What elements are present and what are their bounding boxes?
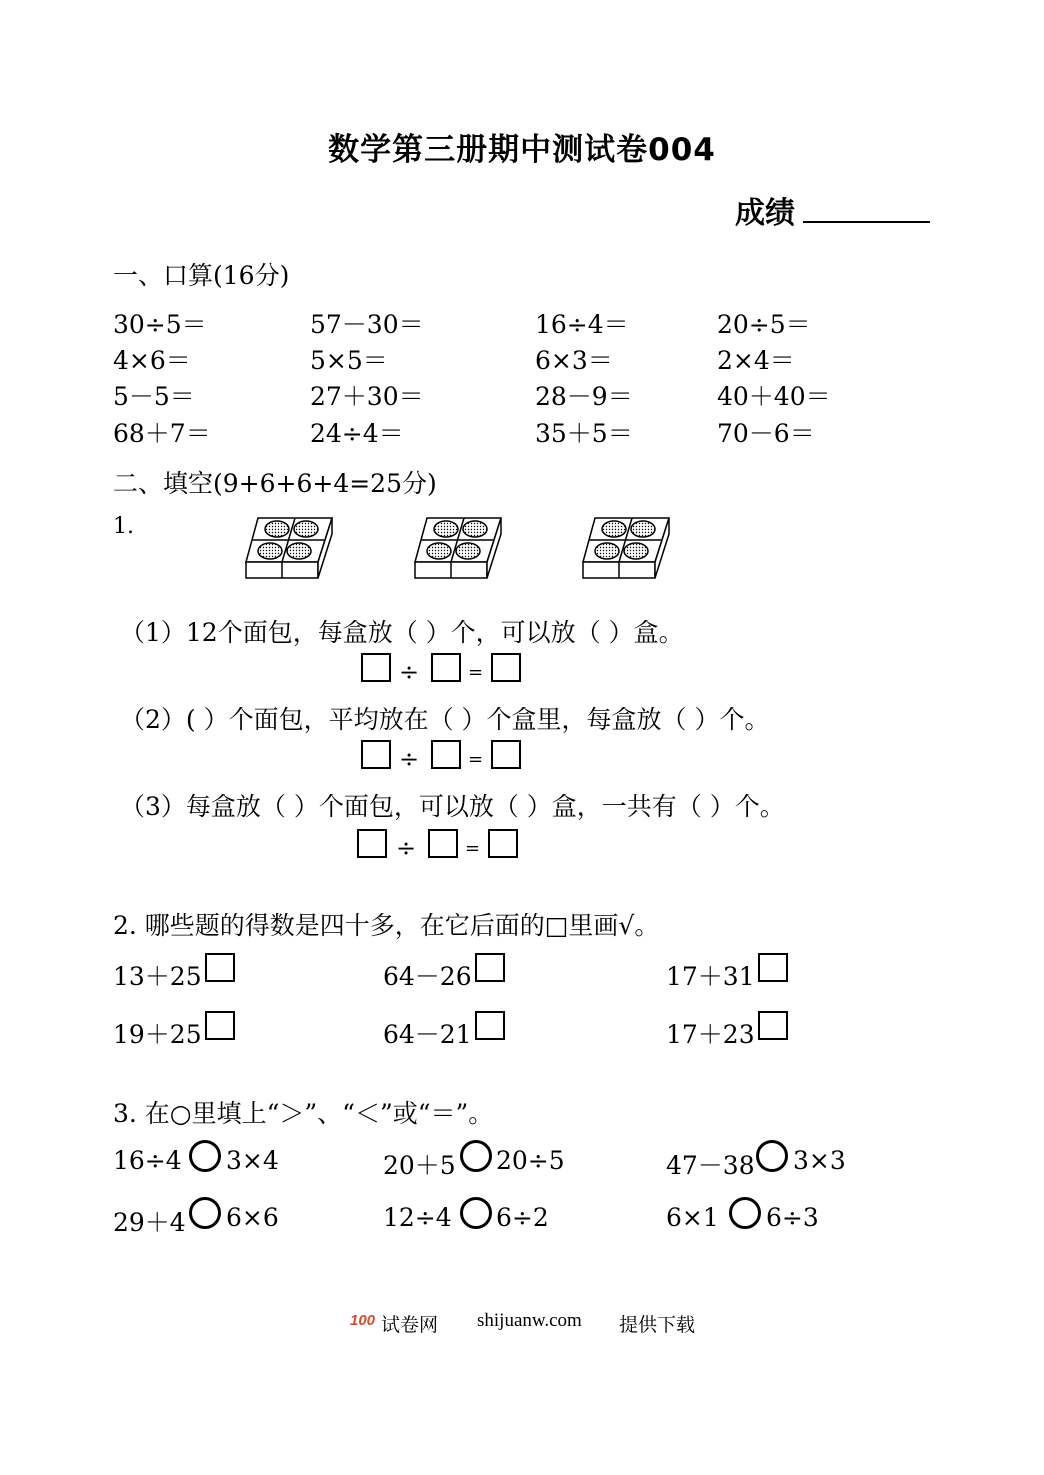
compare-circle[interactable]: [189, 1197, 221, 1229]
answer-box[interactable]: [491, 653, 521, 682]
q3-right-expression: 3×4: [226, 1146, 279, 1175]
checkbox[interactable]: [205, 1011, 235, 1040]
checkbox[interactable]: [475, 1011, 505, 1040]
q2-expression: 64－26: [383, 962, 472, 991]
score-blank[interactable]: [803, 221, 930, 223]
answer-box[interactable]: [357, 829, 387, 858]
answer-box[interactable]: [431, 740, 461, 769]
question3-prompt: 3. 在○里填上“＞”、“＜”或“＝”。: [113, 1099, 494, 1128]
compare-circle[interactable]: [756, 1140, 788, 1172]
q3-right-expression: 6÷3: [766, 1203, 819, 1232]
section1-heading: 一、口算(16分): [113, 261, 290, 290]
q3-right-expression: 6×6: [226, 1203, 279, 1232]
divide-sign: ÷: [399, 745, 420, 773]
compare-circle[interactable]: [460, 1197, 492, 1229]
q3-left-expression: 20＋5: [383, 1151, 456, 1180]
mental-math-problem: 6×3＝: [535, 346, 613, 375]
checkbox[interactable]: [758, 1011, 788, 1040]
fill-question-part1: （1）12个面包，每盒放（ ）个，可以放（ ）盒。: [120, 618, 684, 647]
answer-box[interactable]: [491, 740, 521, 769]
question2-prompt: 2. 哪些题的得数是四十多，在它后面的□里画√。: [113, 911, 660, 940]
q3-left-expression: 6×1: [666, 1203, 719, 1232]
compare-circle[interactable]: [189, 1140, 221, 1172]
section2-heading: 二、填空(9+6+6+4=25分): [113, 469, 437, 498]
mental-math-problem: 24÷4＝: [310, 419, 404, 448]
mental-math-problem: 68＋7＝: [113, 419, 211, 448]
site-logo: 100: [350, 1312, 376, 1329]
mental-math-problem: 20÷5＝: [717, 310, 811, 339]
compare-circle[interactable]: [460, 1140, 492, 1172]
q2-expression: 19＋25: [113, 1020, 202, 1049]
answer-box[interactable]: [431, 653, 461, 682]
mental-math-problem: 70－6＝: [717, 419, 815, 448]
equals-sign: =: [468, 749, 484, 770]
q3-left-expression: 16÷4: [113, 1146, 182, 1175]
bread-box-illustration: [581, 516, 671, 582]
q2-expression: 13＋25: [113, 962, 202, 991]
mental-math-problem: 5－5＝: [113, 382, 195, 411]
site-url[interactable]: shijuanw.com: [477, 1310, 582, 1331]
q3-right-expression: 6÷2: [496, 1203, 549, 1232]
equals-sign: =: [465, 838, 481, 859]
bread-box-illustration: [244, 516, 334, 582]
equals-sign: =: [468, 662, 484, 683]
divide-sign: ÷: [399, 658, 420, 686]
fill-question-part2: （2）( ）个面包，平均放在（ ）个盒里，每盒放（ ）个。: [120, 705, 770, 734]
answer-box[interactable]: [428, 829, 458, 858]
compare-circle[interactable]: [729, 1197, 761, 1229]
score-label: 成绩: [735, 196, 795, 231]
checkbox[interactable]: [475, 953, 505, 982]
answer-box[interactable]: [361, 740, 391, 769]
q2-expression: 17＋31: [666, 962, 755, 991]
mental-math-problem: 16÷4＝: [535, 310, 629, 339]
checkbox[interactable]: [758, 953, 788, 982]
mental-math-problem: 57－30＝: [310, 310, 424, 339]
mental-math-problem: 4×6＝: [113, 346, 191, 375]
q2-expression: 64－21: [383, 1020, 472, 1049]
mental-math-problem: 30÷5＝: [113, 310, 207, 339]
fill-question-part3: （3）每盒放（ ）个面包，可以放（ ）盒，一共有（ ）个。: [120, 792, 785, 821]
site-name: 试卷网: [381, 1315, 439, 1336]
q3-left-expression: 47－38: [666, 1151, 755, 1180]
mental-math-problem: 27＋30＝: [310, 382, 424, 411]
download-note: 提供下载: [619, 1315, 696, 1336]
q3-left-expression: 12÷4: [383, 1203, 452, 1232]
mental-math-problem: 2×4＝: [717, 346, 795, 375]
mental-math-problem: 5×5＝: [310, 346, 388, 375]
answer-box[interactable]: [361, 653, 391, 682]
mental-math-problem: 40＋40＝: [717, 382, 831, 411]
q3-left-expression: 29＋4: [113, 1208, 186, 1237]
answer-box[interactable]: [488, 829, 518, 858]
divide-sign: ÷: [396, 834, 417, 862]
page-title: 数学第三册期中测试卷004: [328, 132, 716, 168]
bread-box-illustration: [413, 516, 503, 582]
q2-expression: 17＋23: [666, 1020, 755, 1049]
question-number: 1.: [113, 514, 134, 539]
mental-math-problem: 28－9＝: [535, 382, 633, 411]
q3-right-expression: 3×3: [793, 1146, 846, 1175]
q3-right-expression: 20÷5: [496, 1146, 565, 1175]
mental-math-problem: 35＋5＝: [535, 419, 633, 448]
checkbox[interactable]: [205, 953, 235, 982]
